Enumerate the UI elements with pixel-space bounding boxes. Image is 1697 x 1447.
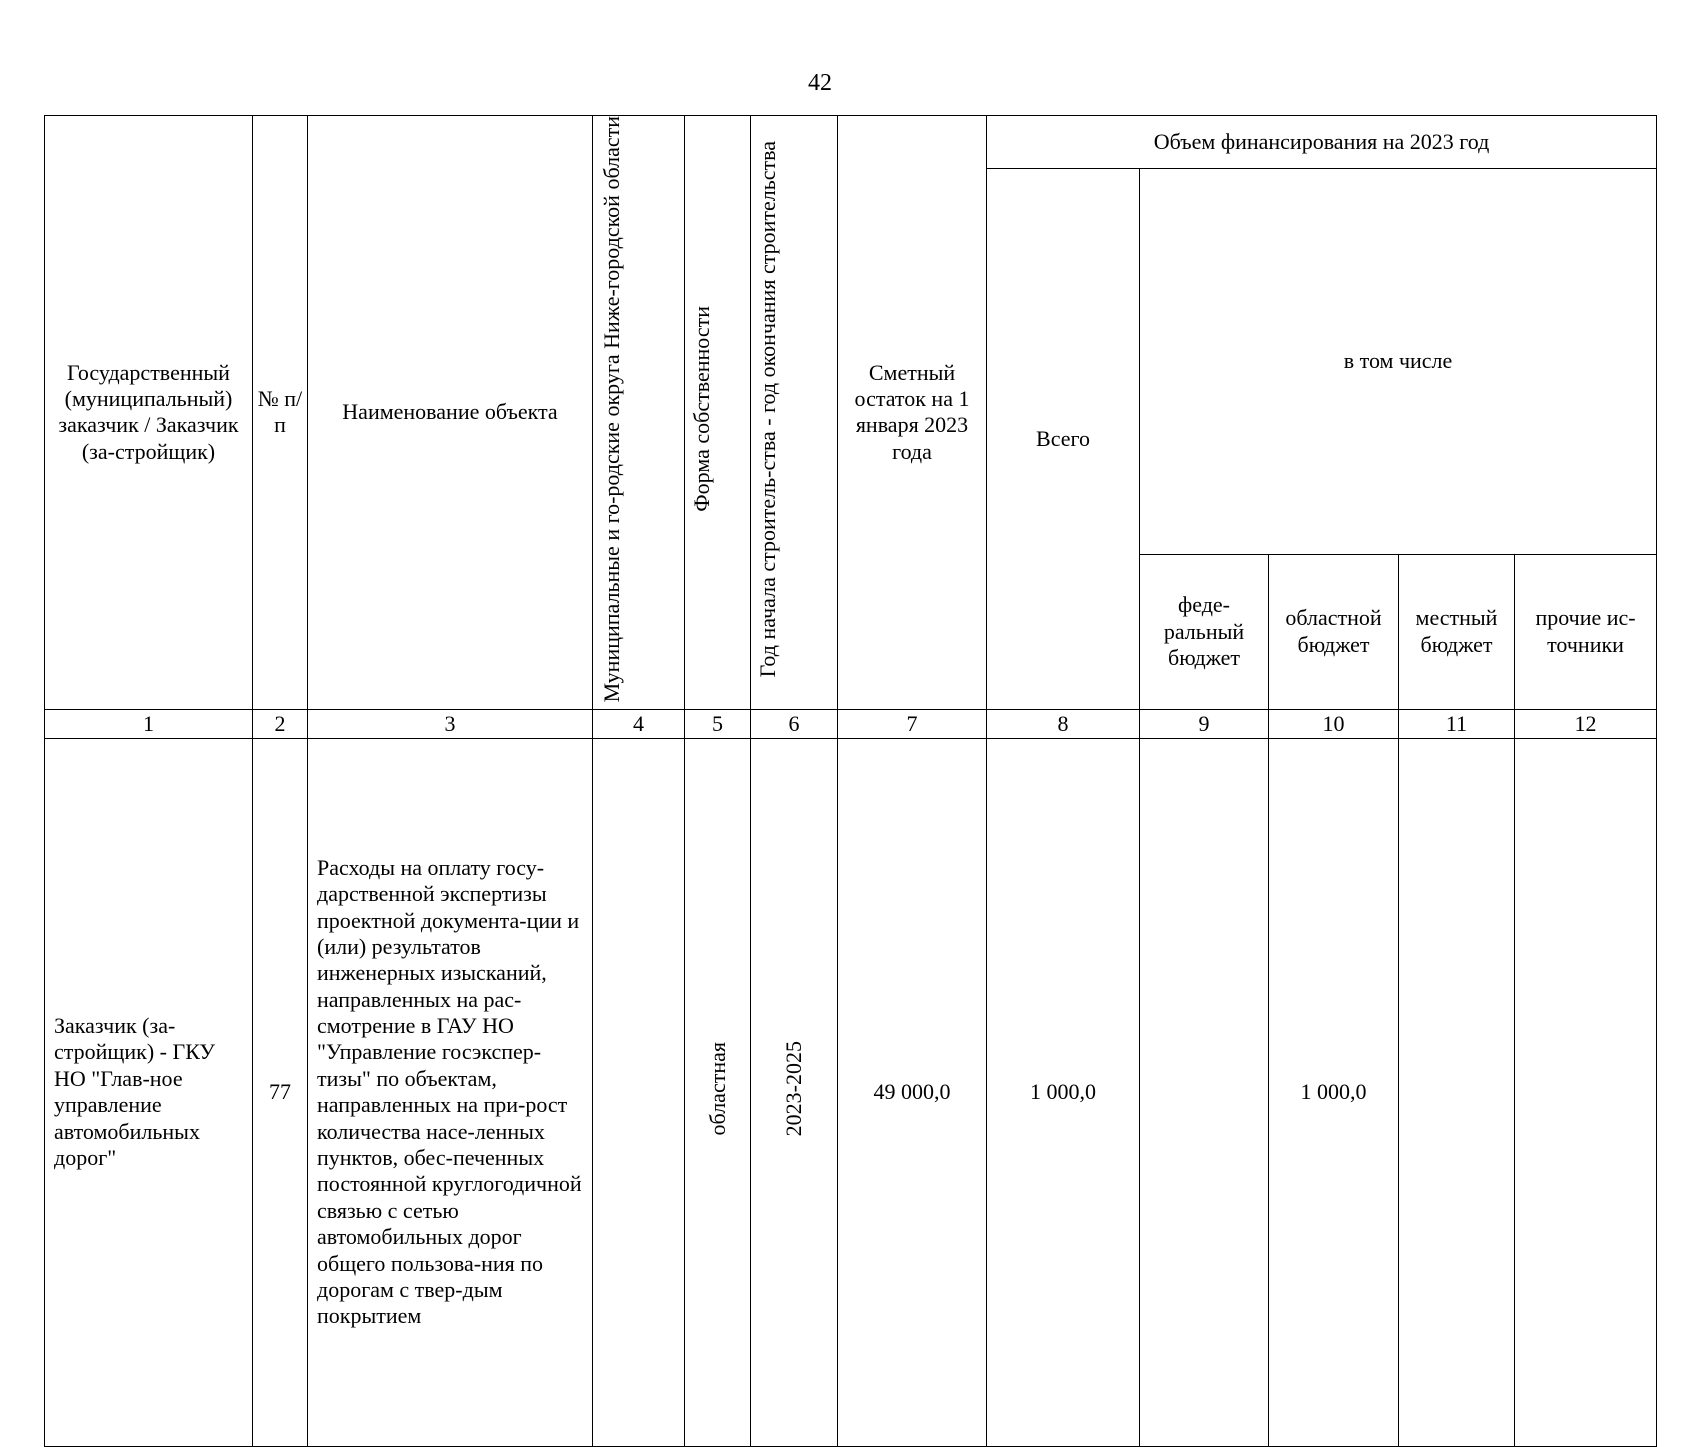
column-number: 1 [45,709,253,738]
row-customer: Заказчик (за-стройщик) - ГКУ НО "Глав-ное управление автомобильных дорог" [45,738,253,1446]
row-municipality [593,738,685,1446]
row-years: 2023-2025 [781,1041,807,1137]
column-numbers-row [45,709,1657,738]
header-customer: Государственный (муниципальный) заказчик / Заказчик (за-стройщик) [45,116,253,710]
header-remainder: Сметный остаток на 1 января 2023 года [838,116,987,710]
header-num: № п/п [253,116,308,710]
financing-table [44,115,1657,1447]
header-municipality-cell [593,116,685,710]
column-number: 12 [1515,709,1657,738]
header-ownership-cell [685,116,751,710]
table-row [45,738,1657,1446]
column-number: 9 [1140,709,1269,738]
column-number: 8 [987,709,1140,738]
row-regional: 1 000,0 [1269,738,1399,1446]
column-number: 6 [751,709,838,738]
header-total: Всего [987,169,1140,710]
header-including: в том числе [1140,169,1657,555]
row-total: 1 000,0 [987,738,1140,1446]
column-number: 7 [838,709,987,738]
row-ownership: областная [704,1042,730,1136]
header-other: прочие ис-точники [1515,554,1657,709]
column-number: 11 [1399,709,1515,738]
column-number: 2 [253,709,308,738]
header-municipality: Муниципальные и го-родские округа Ниже-городской области [598,116,624,703]
header-years-cell [751,116,838,710]
column-number: 10 [1269,709,1399,738]
header-ownership: Форма собственности [689,306,714,513]
row-years-cell [751,738,838,1446]
column-number: 3 [308,709,593,738]
row-num: 77 [253,738,308,1446]
header-row-1 [45,116,1657,169]
header-federal: феде-ральный бюджет [1140,554,1269,709]
row-other [1515,738,1657,1446]
row-local [1399,738,1515,1446]
page-number: 42 [808,70,832,96]
row-object-name: Расходы на оплату госу-дарственной экспертизы проектной документа-ции и (или) результатов инженерных изысканий, направленных на рас-смотрение в ГАУ НО "Управление госэкспер-тизы" по объектам, направленных на при-рост количества насе-ленных пунктов, обес-печенных постоянной круглогодичной связью с сетью автомобильных дорог общего пользова-ния по дорогам с твер-дым покрытием [308,738,593,1446]
column-number: 4 [593,709,685,738]
row-remainder: 49 000,0 [838,738,987,1446]
header-regional: областной бюджет [1269,554,1399,709]
row-federal [1140,738,1269,1446]
header-years: Год начала строитель-ства - год окончания строительства [755,140,780,678]
row-ownership-cell [685,738,751,1446]
column-number: 5 [685,709,751,738]
header-local: местный бюджет [1399,554,1515,709]
header-object-name: Наименование объекта [308,116,593,710]
header-funding: Объем финансирования на 2023 год [987,116,1657,169]
